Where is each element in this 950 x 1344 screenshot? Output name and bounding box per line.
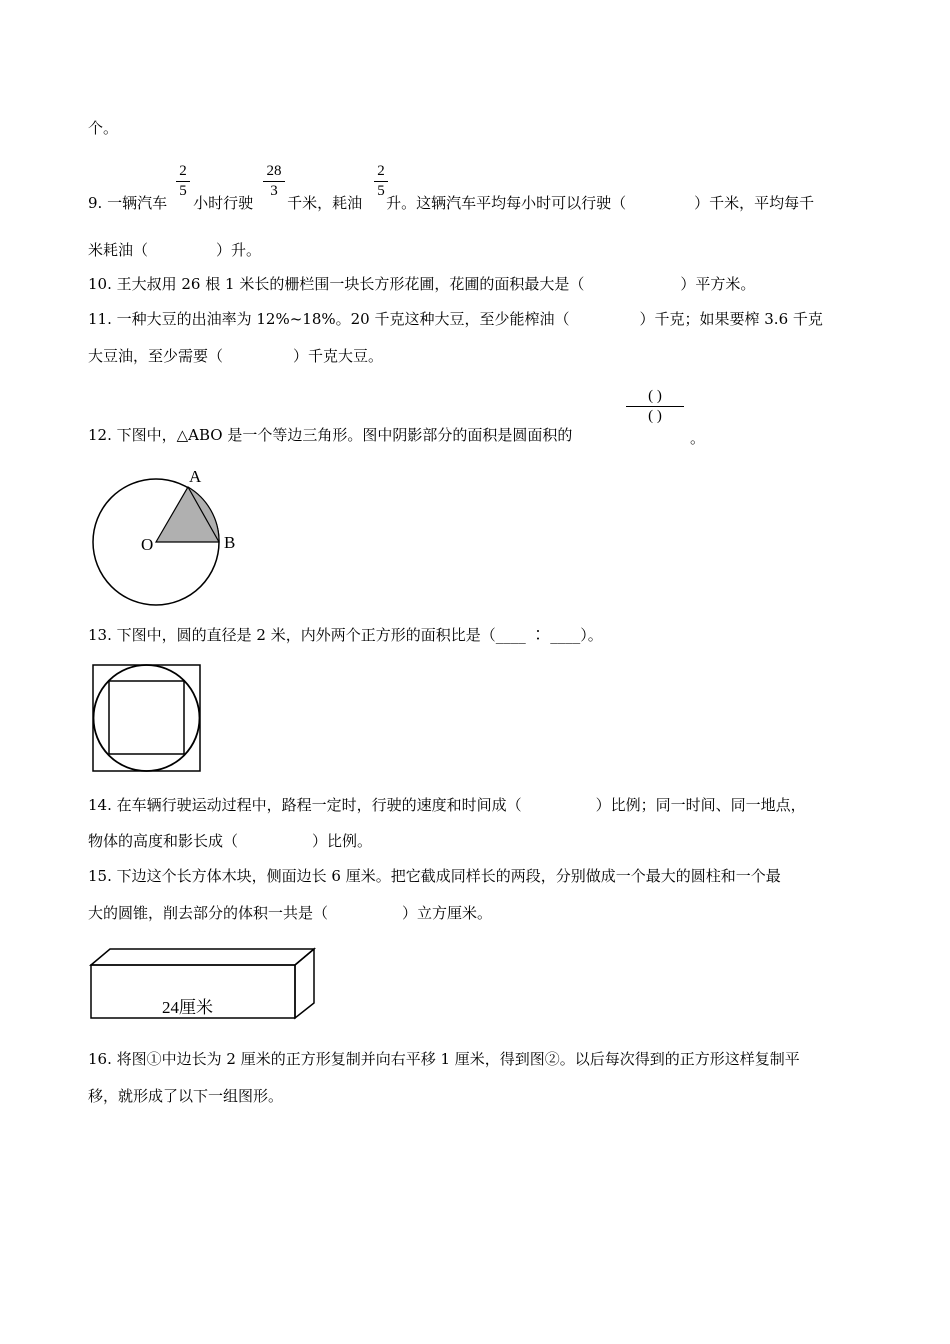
- q12-answer-fraction[interactable]: ( ) ( ): [626, 388, 684, 425]
- label-b: B: [224, 533, 236, 552]
- q13-square-circle-figure: [90, 662, 206, 774]
- cuboid-side: [295, 949, 314, 1018]
- q11-line1: 11. 一种大豆的出油率为 12%~18%。20 千克这种大豆，至少能榨油（ ）千克；如果要榨 3.6 千克: [88, 310, 823, 328]
- q9-fraction-2: 28 3: [263, 163, 285, 200]
- q8-tail: 个。: [88, 119, 119, 137]
- q16-line2: 移，就形成了以下一组图形。: [88, 1087, 284, 1105]
- q9-lead: 9. 一辆汽车: [88, 194, 168, 212]
- q13-line: 13. 下图中，圆的直径是 2 米，内外两个正方形的面积比是（____ ∶ ____）。: [88, 626, 603, 644]
- label-o: O: [141, 535, 154, 554]
- q9-line1: [88, 193, 814, 213]
- q9-fraction-1: 2 5: [176, 163, 190, 200]
- q9-text2: 千米，耗油: [287, 194, 363, 212]
- q15-cuboid-figure: [88, 945, 318, 1023]
- inner-square: [109, 681, 184, 754]
- q12-circle-figure: [88, 466, 248, 608]
- q14-line2: 物体的高度和影长成（ ）比例。: [88, 832, 373, 850]
- q9-text4: ）千米，平均每千: [694, 194, 815, 212]
- cuboid-length-label: 24厘米: [162, 998, 213, 1017]
- shaded-region: [156, 487, 219, 542]
- q9-fraction-3: 2 5: [374, 163, 388, 200]
- q15-line2: 大的圆锥，削去部分的体积一共是（ ）立方厘米。: [88, 904, 493, 922]
- q11-line2: 大豆油，至少需要（ ）千克大豆。: [88, 347, 384, 365]
- q12-end: 。: [690, 429, 706, 447]
- q9-text1: 小时行驶: [193, 194, 254, 212]
- cuboid-top: [91, 949, 314, 965]
- q9-text3: 升。这辆汽车平均每小时可以行驶（: [386, 194, 627, 212]
- q10: 10. 王大叔用 26 根 1 米长的栅栏围一块长方形花圃，花圃的面积最大是（ ）平方米。: [88, 275, 756, 293]
- q15-line1: 15. 下边这个长方体木块，侧面边长 6 厘米。把它截成同样长的两段，分别做成一个最大的圆柱和一个最: [88, 867, 781, 885]
- q12-line: 12. 下图中，△ABO 是一个等边三角形。图中阴影部分的面积是圆面积的: [88, 426, 573, 444]
- q14-line1: 14. 在车辆行驶运动过程中，路程一定时，行驶的速度和时间成（ ）比例；同一时间、同一地点，: [88, 796, 806, 814]
- label-a: A: [189, 467, 202, 486]
- q9-line2: 米耗油（ ）升。: [88, 241, 262, 259]
- q16-line1: 16. 将图①中边长为 2 厘米的正方形复制并向右平移 1 厘米，得到图②。以后每次得到的正方形这样复制平: [88, 1050, 800, 1068]
